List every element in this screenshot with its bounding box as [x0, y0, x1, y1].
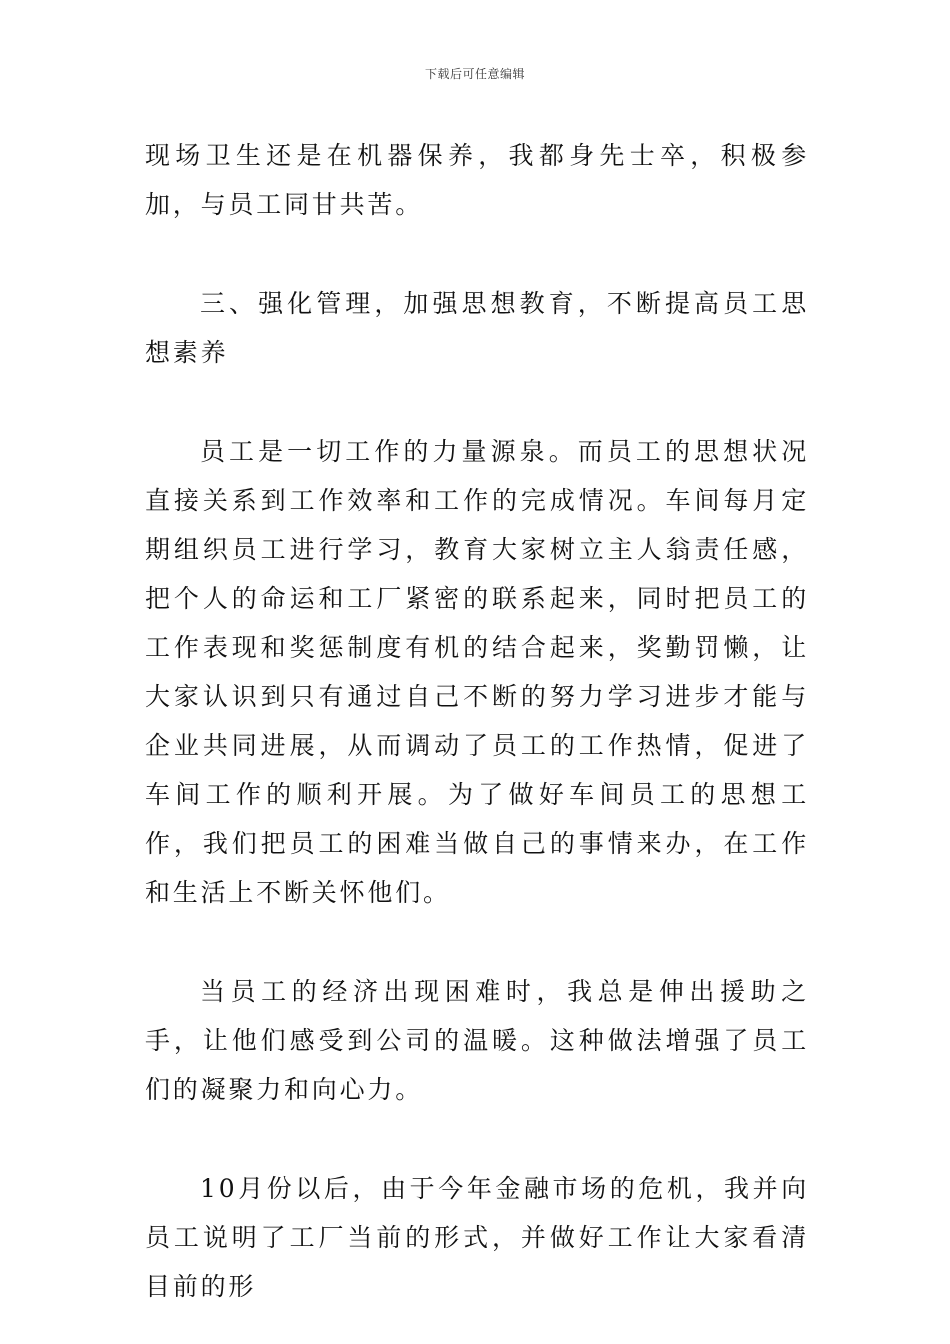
paragraph: 10月份以后，由于今年金融市场的危机，我并向员工说明了工厂当前的形式，并做好工作让大家看清目前的形 [145, 1174, 809, 1301]
paragraph-gap [145, 917, 809, 967]
paragraph-continuation: 现场卫生还是在机器保养，我都身先士卒，积极参加，与员工同甘共苦。 [145, 141, 809, 219]
document-body [145, 131, 809, 1311]
section-heading: 三、强化管理，加强思想教育，不断提高员工思想素养 [145, 289, 809, 367]
paragraph: 员工是一切工作的力量源泉。而员工的思想状况直接关系到工作效率和工作的完成情况。车间每月定期组织员工进行学习，教育大家树立主人翁责任感，把个人的命运和工厂紧密的联系起来，同时把员工的工作表现和奖惩制度有机的结合起来，奖勤罚懒，让大家认识到只有通过自己不断的努力学习进步才能与企业共同进展，从而调动了员工的工作热情，促进了车间工作的顺利开展。为了做好车间员工的思想工作，我们把员工的困难当做自己的事情来办，在工作和生活上不断关怀他们。 [145, 437, 809, 907]
paragraph: 当员工的经济出现困难时，我总是伸出援助之手，让他们感受到公司的温暖。这种做法增强了员工们的凝聚力和向心力。 [145, 977, 809, 1104]
paragraph-gap [145, 229, 809, 279]
paragraph-gap [145, 377, 809, 427]
page-header: 下载后可任意编辑 [424, 67, 525, 81]
paragraph-gap [145, 1114, 809, 1164]
